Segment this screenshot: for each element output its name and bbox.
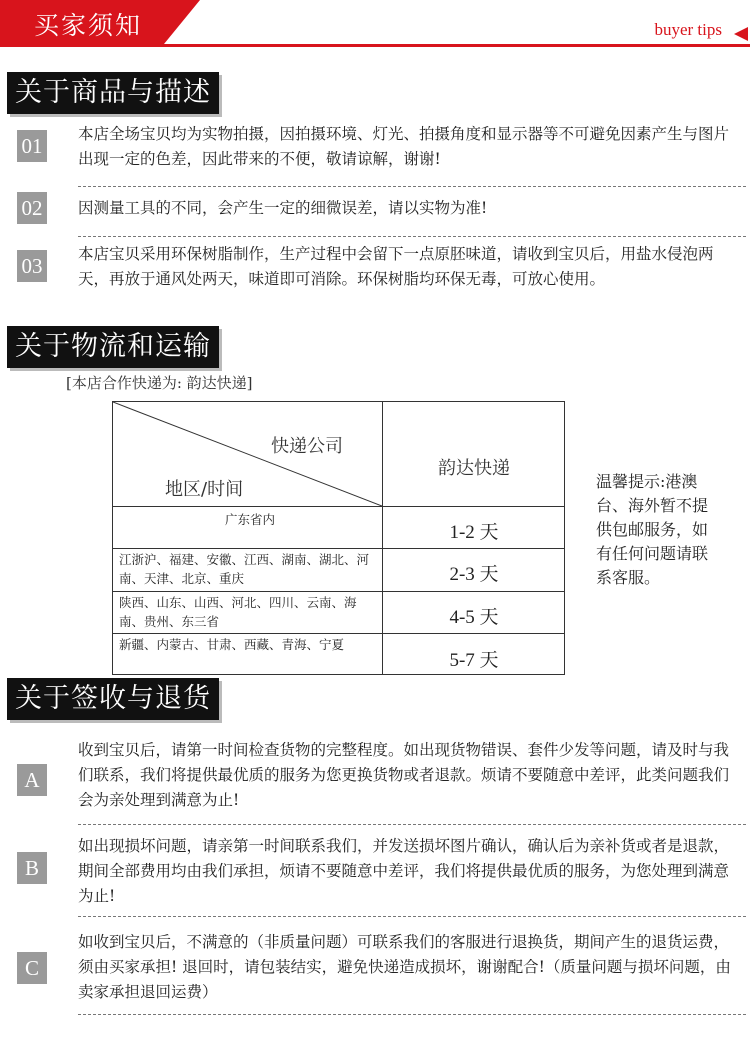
item-badge: A xyxy=(17,764,47,796)
table-cell-days: 1-2 天 xyxy=(449,522,499,543)
header-carrier: 韵达快递 xyxy=(438,458,510,479)
table-row-divider xyxy=(113,591,564,592)
top-banner xyxy=(0,0,750,52)
banner-divider xyxy=(0,44,750,47)
table-row-divider xyxy=(113,506,564,507)
table-cell-region: 广东省内 xyxy=(224,512,275,527)
item-badge: 01 xyxy=(17,130,47,162)
table-cell-days: 4-5 天 xyxy=(449,607,499,628)
section-title-returns: 关于签收与退货 xyxy=(7,678,219,720)
header-area-time: 地区/时间 xyxy=(165,479,244,500)
table-cell-region: 陕西、山东、山西、河北、四川、云南、海南、贵州、东三省 xyxy=(119,595,357,629)
shipping-tip: 温馨提示:港澳台、海外暂不提供包邮服务，如有任何问题请联系客服。 xyxy=(596,472,709,587)
banner-title: 买家须知 xyxy=(34,11,143,40)
item-text: 本店宝贝采用环保树脂制作，生产过程中会留下一点原胚味道，请收到宝贝后，用盐水侵泡两天，再放于通风处两天，味道即可消除。环保树脂均环保无毒，可放心使用。 xyxy=(78,245,714,288)
banner-tips-label: buyer tips xyxy=(654,20,722,39)
left-arrow-icon xyxy=(734,27,748,41)
item-text: 收到宝贝后，请第一时间检查货物的完整程度。如出现货物错误、套件少发等问题，请及时与我们联系，我们将提供最优质的服务为您更换货物或者退款。烦请不要随意中差评，此类问题我们会为亲处理到满意为止! xyxy=(78,741,730,809)
table-cell-region: 江浙沪、福建、安徽、江西、湖南、湖北、河南、天津、北京、重庆 xyxy=(119,552,370,586)
divider xyxy=(78,236,746,237)
item-badge: 02 xyxy=(17,192,47,224)
divider xyxy=(78,916,746,917)
item-text: 本店全场宝贝均为实物拍摄，因拍摄环境、灯光、拍摄角度和显示器等不可避免因素产生与图片出现一定的色差，因此带来的不便，敬请谅解，谢谢! xyxy=(78,125,730,168)
section-title-products: 关于商品与描述 xyxy=(7,72,219,114)
table-row-divider xyxy=(113,548,564,549)
divider xyxy=(78,186,746,187)
divider xyxy=(78,824,746,825)
item-text: 因测量工具的不同，会产生一定的细微误差，请以实物为准! xyxy=(78,199,488,217)
section-title-logistics: 关于物流和运输 xyxy=(7,326,219,368)
item-badge: B xyxy=(17,852,47,884)
table-cell-region: 新疆、内蒙古、甘肃、西藏、青海、宁夏 xyxy=(119,637,345,652)
shipping-table xyxy=(112,401,565,675)
express-partner-note: [本店合作快递为: 韵达快递] xyxy=(66,374,253,392)
item-badge: C xyxy=(17,952,47,984)
item-badge: 03 xyxy=(17,250,47,282)
table-row-divider xyxy=(113,633,564,634)
header-company: 快递公司 xyxy=(271,436,343,457)
divider xyxy=(78,1014,746,1015)
item-text: 如出现损坏问题，请亲第一时间联系我们，并发送损坏图片确认，确认后为亲补货或者是退款，期间全部费用均由我们承担，烦请不要随意中差评，我们将提供最优质的服务，为您处理到满意为止! xyxy=(78,837,730,905)
table-cell-days: 2-3 天 xyxy=(449,564,499,585)
item-text: 如收到宝贝后，不满意的（非质量问题）可联系我们的客服进行退换货，期间产生的退货运费，须由买家承担! 退回时，请包装结实，避免快递造成损坏，谢谢配合!（质量问题与损坏问题，由卖家承担退回运费） xyxy=(78,933,731,1001)
table-cell-days: 5-7 天 xyxy=(449,650,499,671)
